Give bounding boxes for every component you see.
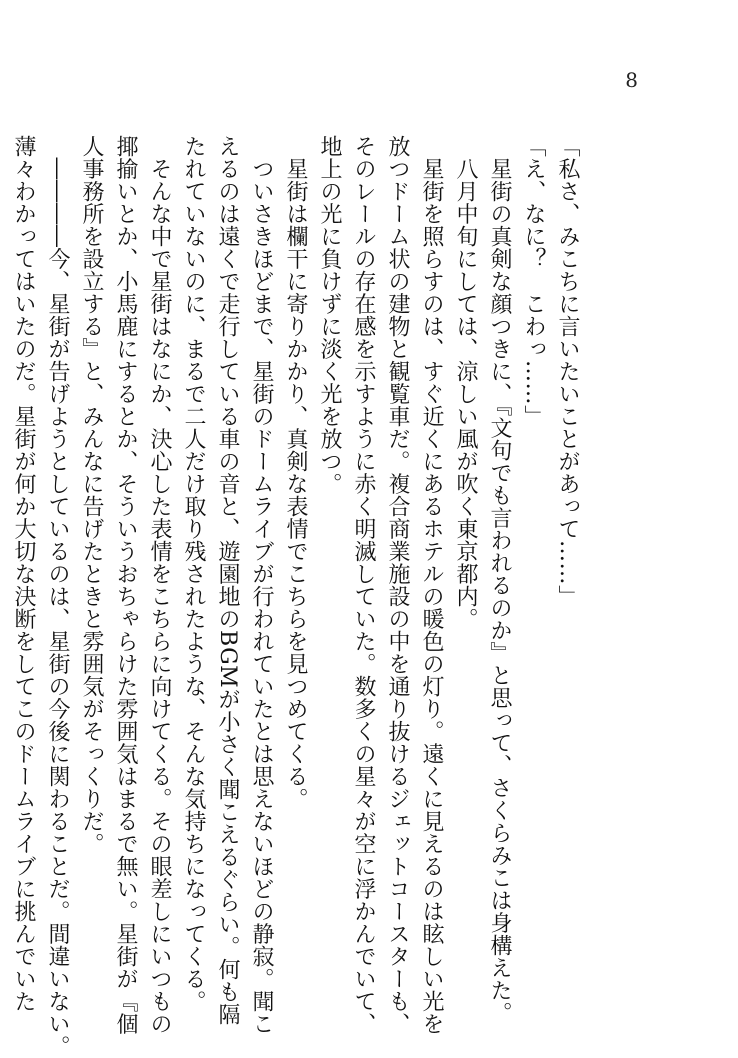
text-line: 八月中旬にしては、涼しい風が吹く東京都内。: [453, 135, 478, 630]
text-line: そんな中で星街はなにか、決心した表情をこちらに向けてくる。その眼差しにいつもの: [147, 135, 172, 1035]
text-line: えるのは遠くで走行している車の音と、遊園地のBGMが小さく聞こえるぐらい。何も隔: [215, 135, 240, 1026]
text-line: 「え、なに？ こわっ……」: [521, 135, 546, 428]
text-line: 星街は欄干に寄りかかり、真剣な表情でこちらを見つめてくる。: [283, 135, 308, 810]
text-line: ついさきほどまで、星街のドームライブが行われていたとは思えないほどの静寂。聞こ: [249, 135, 274, 1035]
text-line: 星街の真剣な顔つきに、『文句でも言われるのか』と思って、さくらみこは身構えた。: [487, 135, 512, 1024]
text-line: 放つドーム状の建物と観覧車だ。複合商業施設の中を通り抜けるジェットコースターも、: [385, 135, 410, 1035]
body-text: [11, 135, 584, 1058]
text-line: 薄々わかってはいたのだ。星街が何か大切な決断をしてこのドームライブに挑んでいた: [11, 135, 36, 1013]
text-line: 「私さ、みこちに言いたいことがあって……」: [555, 135, 580, 608]
text-line: 揶揄いとか、小馬鹿にするとか、そういうおちゃらけた雰囲気はまるで無い。星街が『個: [113, 135, 138, 1035]
page-number: 8: [625, 68, 638, 92]
text-line: 星街を照らすのは、すぐ近くにあるホテルの暖色の灯り。遠くに見えるのは眩しい光を: [419, 135, 444, 1035]
text-line: そのレールの存在感を示すように赤く明滅していた。数多くの星々が空に浮かんでいて、: [351, 135, 376, 1035]
text-line: 地上の光に負けずに淡く光を放つ。: [317, 135, 342, 495]
text-line: ――――今、星街が告げようとしているのは、星街の今後に関わることだ。間違いない。: [45, 135, 70, 1058]
text-line: たれていないのに、まるで二人だけ取り残されたような、そんな気持ちになってくる。: [181, 135, 206, 1013]
text-line: 人事務所を設立する』と、みんなに告げたときと雰囲気がそっくりだ。: [79, 135, 104, 855]
